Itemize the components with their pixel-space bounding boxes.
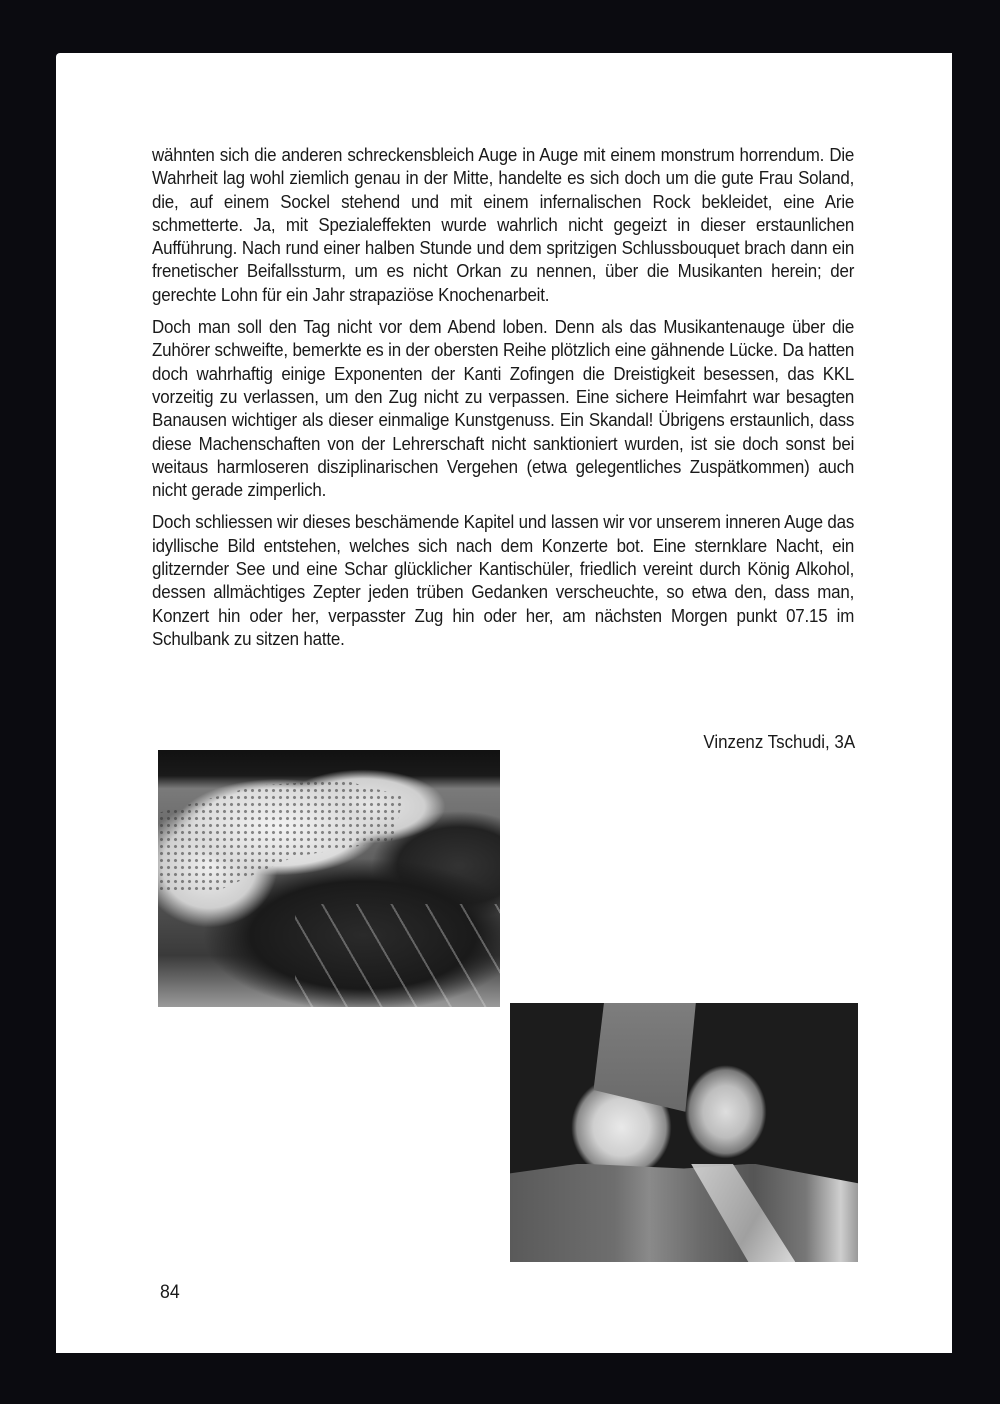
paragraph-1: wähnten sich die anderen schreckensbleich Auge in Auge mit einem monstrum horrendum. Die Wahrheit lag wohl ziemlich genau in der Mitte, handelte es sich doch um die gute Frau Soland, die, auf einem Sockel stehend und mit einem infernalischen Rock bekleidet, eine Arie schmetterte. Ja, mit Spezialeffekten wurde wahrlich nicht gegeizt in dieser erstaunlichen Aufführung. Nach rund einer halben Stunde und dem spritzigen Schlussbouquet brach dann ein frenetischer Beifallssturm, um es nicht Orkan zu nennen, über die Musikanten herein; der gerechte Lohn für ein Jahr strapaziöse Knochenarbeit. [152,145,855,305]
article-body [152,144,854,660]
page-number: 84 [160,1282,180,1303]
costume-shape [510,1164,858,1262]
music-stands-texture [295,904,500,1007]
tall-hat-shape [594,1003,698,1112]
opera-performers-photo [510,1003,858,1262]
document-page [56,53,952,1353]
choir-orchestra-photo [158,750,500,1007]
paragraph-2: Doch man soll den Tag nicht vor dem Abend loben. Denn als das Musikantenauge über die Zuhörer schweifte, bemerkte es in der obersten Reihe plötzlich eine gähnende Lücke. Da hatten doch wahrhaftig einige Exponenten der Kanti Zofingen die Dreistigkeit besessen, das KKL vorzeitig zu verlassen, um den Zug nicht zu verpassen. Eine sichere Heimfahrt war besagten Banausen wichtiger als dieser einmalige Kunstgenuss. Ein Skandal! Übrigens erstaunlich, dass diese Machenschaften von der Lehrerschaft nicht sanktioniert wurden, ist sie doch sonst bei weitaus harmloseren disziplinarischen Vergehen (etwa gelegentliches Zuspätkommen) auch nicht gerade zimperlich. [152,317,855,501]
author-signature: Vinzenz Tschudi, 3A [703,732,855,752]
paragraph-3: Doch schliessen wir dieses beschämende Kapitel und lassen wir vor unserem inneren Auge das idyllische Bild entstehen, welches sich nach dem Konzerte bot. Eine sternklare Nacht, ein glitzernder See und eine Schar glücklicher Kantischüler, friedlich vereint durch König Alkohol, dessen allmächtiges Zepter jeden trüben Gedanken verscheuchte, so etwa den, dass man, Konzert hin oder her, verpasster Zug hin oder her, am nächsten Morgen punkt 07.15 im Schulbank zu sitzen hatte. [152,512,855,649]
choir-singers-texture [158,780,404,890]
